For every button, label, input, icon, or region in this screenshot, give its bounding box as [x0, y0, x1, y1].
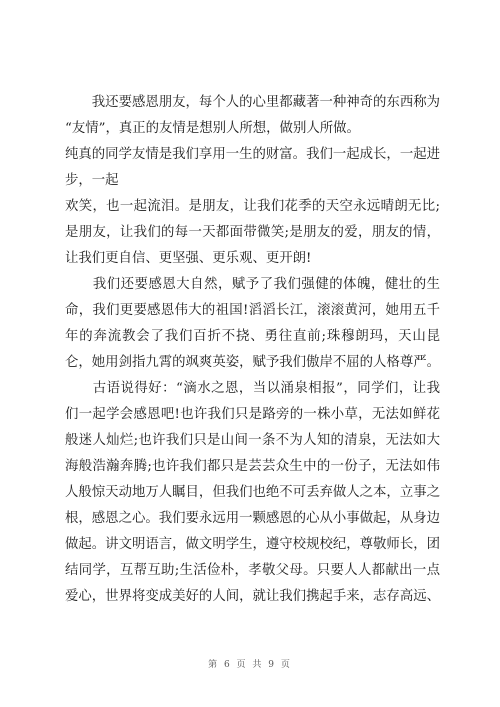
- text-line: “友情”，真正的友情是想别人所想，做别人所做。: [65, 121, 360, 136]
- text-line: 纯真的同学友情是我们享用一生的财富。我们一起成长，一起进: [65, 147, 440, 162]
- text-line: 我还要感恩朋友，每个人的心里都藏著一种神奇的东西称为: [65, 95, 440, 110]
- text-line: 古语说得好：“滴水之恩，当以涌泉相报”，同学们，让我: [65, 381, 440, 396]
- text-line: 结同学，互帮互助;生活俭朴，孝敬父母。只要人人都献出一点: [65, 563, 440, 578]
- text-line: 海般浩瀚奔腾;也许我们都只是芸芸众生中的一份子，无法如伟: [65, 459, 440, 474]
- text-line: 命，我们更要感恩伟大的祖国!滔滔长江，滚滚黄河，她用五千: [65, 303, 440, 318]
- text-line: 步，一起: [65, 173, 119, 188]
- text-line: 爱心，世界将变成美好的人间，就让我们携起手来，志存高远、: [65, 589, 440, 604]
- text-line: 让我们更自信、更坚强、更乐观、更开朗!: [65, 251, 312, 266]
- text-line: 做起。讲文明语言，做文明学生，遵守校规校纪，尊敬师长，团: [65, 537, 440, 552]
- text-line: 般迷人灿烂;也许我们只是山间一条不为人知的清泉，无法如大: [65, 433, 440, 448]
- page-indicator: 第 6 页 共 9 页: [208, 660, 292, 670]
- text-line: 人般惊天动地万人瞩目，但我们也绝不可丢弃做人之本，立事之: [65, 485, 440, 500]
- text-line: 根，感恩之心。我们要永远用一颗感恩的心从小事做起，从身边: [65, 511, 440, 526]
- text-line: 仑，她用剑指九霄的飒爽英姿，赋予我们傲岸不屈的人格尊严。: [65, 355, 440, 370]
- text-line: 欢笑，也一起流泪。是朋友，让我们花季的天空永远晴朗无比;: [65, 199, 440, 214]
- text-line: 我们还要感恩大自然，赋予了我们强健的体魄，健壮的生: [65, 277, 440, 292]
- text-line: 是朋友，让我们的每一天都面带微笑;是朋友的爱，朋友的情，: [65, 225, 440, 240]
- text-line: 们一起学会感恩吧!也许我们只是路旁的一株小草，无法如鲜花: [65, 407, 440, 422]
- text-line: 年的奔流教会了我们百折不挠、勇往直前;珠穆朗玛，天山昆: [65, 329, 440, 344]
